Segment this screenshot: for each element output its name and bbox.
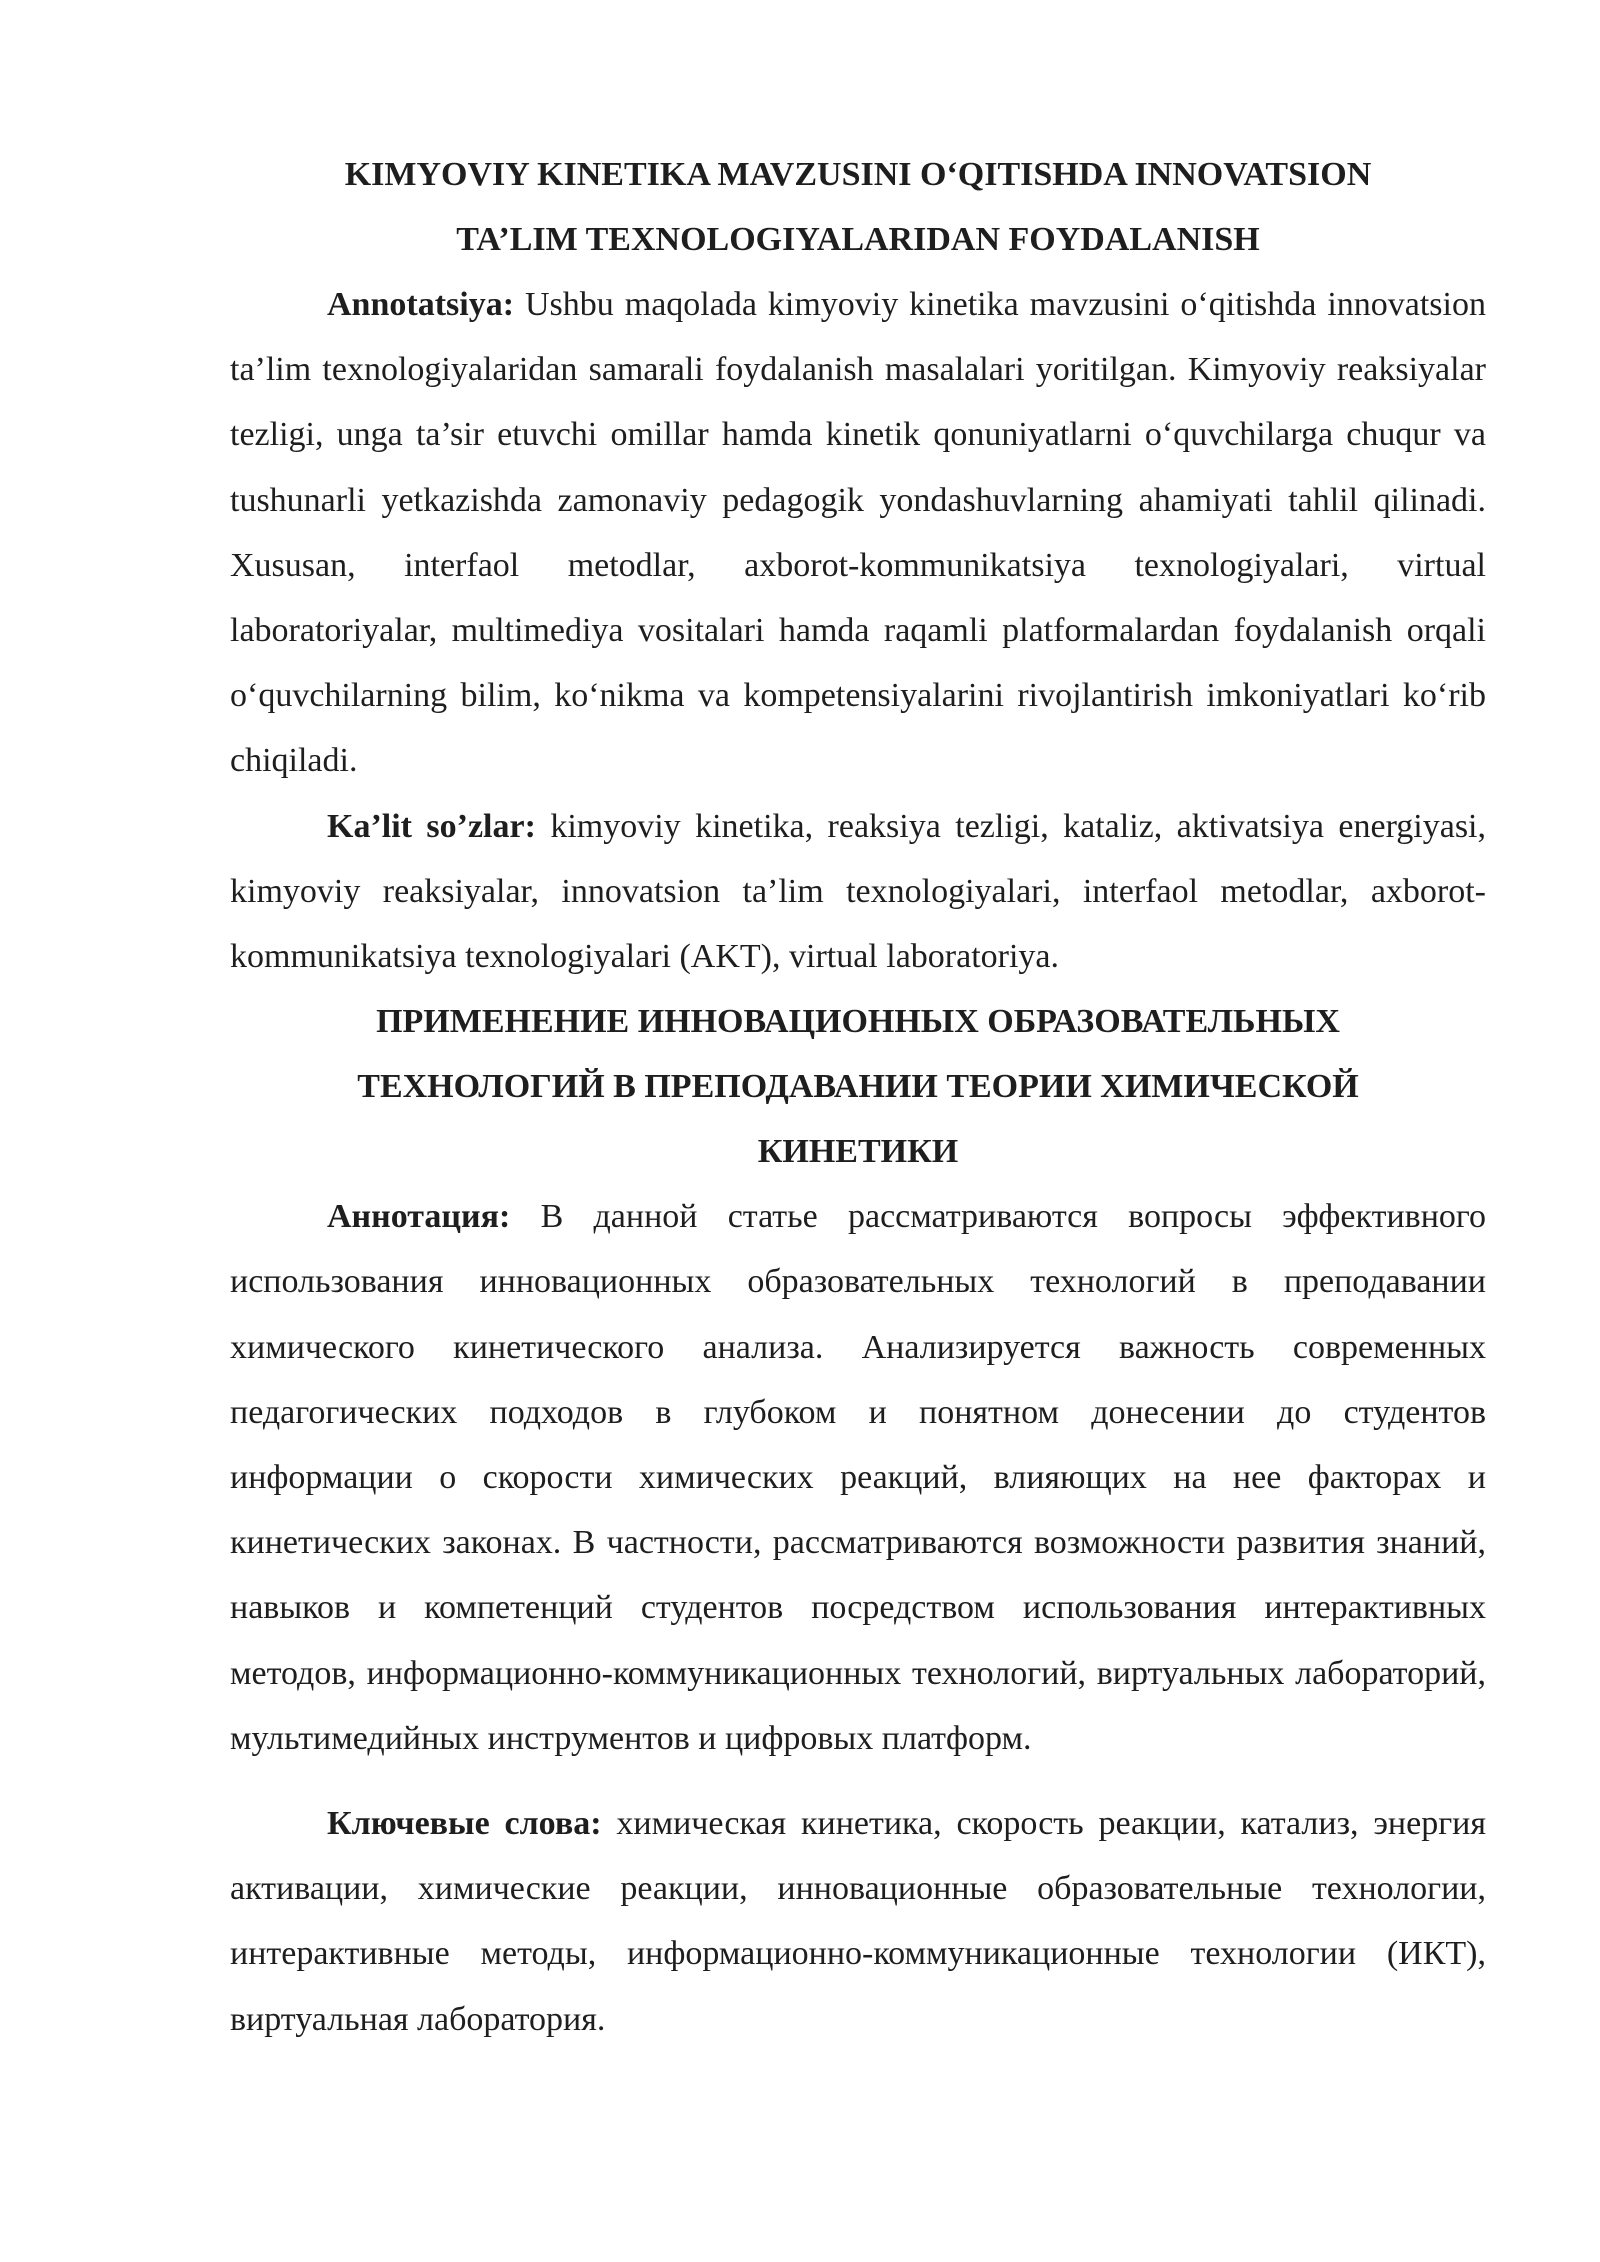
- ru-keywords: [230, 1791, 1486, 2052]
- uz-keywords: [230, 794, 1486, 990]
- uz-abstract-label: Annotatsiya:: [327, 286, 515, 323]
- ru-title-line-1: ПРИМЕНЕНИЕ ИННОВАЦИОННЫХ ОБРАЗОВАТЕЛЬНЫХ: [376, 1003, 1340, 1041]
- uz-title-line-1: KIMYOVIY KINETIKA MAVZUSINI O‘QITISHDA INNOVATSION: [344, 156, 1372, 193]
- ru-title-line-2: ТЕХНОЛОГИЙ В ПРЕПОДАВАНИИ ТЕОРИИ ХИМИЧЕСКОЙ: [357, 1068, 1359, 1106]
- ru-abstract-label: Аннотация:: [327, 1198, 511, 1236]
- uz-keywords-label: Ka’lit so’zlar:: [327, 807, 536, 845]
- ru-title: [230, 989, 1486, 1184]
- uz-abstract: [230, 272, 1486, 794]
- document-page: [230, 142, 1486, 2052]
- ru-abstract: [230, 1184, 1486, 1771]
- uz-title: [230, 142, 1486, 272]
- ru-keywords-text: химическая кинетика, скорость реакции, катализ, энергия активации, химические реакции, инновационные образовательные технологии, интерактивные методы, информационно-коммуникационные технологии (ИКТ), виртуальная лаборатория.: [230, 1805, 1486, 2038]
- ru-abstract-text: В данной статье рассматриваются вопросы эффективного использования инновационных образовательных технологий в преподавании химического кинетического анализа. Анализируется важность современных педагогических подходов в глубоком и понятном донесении до студентов информации о скорости химических реакций, влияющих на нее факторах и кинетических законах. В частности, рассматриваются возможности развития знаний, навыков и компетенций студентов посредством использования интерактивных методов, информационно-коммуникационных технологий, виртуальных лабораторий, мультимедийных инструментов и цифровых платформ.: [230, 1198, 1486, 1757]
- uz-abstract-text: Ushbu maqolada kimyoviy kinetika mavzusini o‘qitishda innovatsion ta’lim texnologiyalaridan samarali foydalanish masalalari yoritilgan. Kimyoviy reaksiyalar tezligi, unga ta’sir etuvchi omillar hamda kinetik qonuniyatlarni o‘quvchilarga chuqur va tushunarli yetkazishda zamonaviy pedagogik yondashuvlarning ahamiyati tahlil qilinadi. Xususan, interfaol metodlar, axborot-kommunikatsiya texnologiyalari, virtual laboratoriyalar, multimediya vositalari hamda raqamli platformalardan foydalanish orqali o‘quvchilarning bilim, ko‘nikma va kompetensiyalarini rivojlantirish imkoniyatlari ko‘rib chiqiladi.: [230, 286, 1486, 780]
- ru-keywords-label: Ключевые слова:: [327, 1805, 602, 1843]
- paragraph-spacer: [230, 1771, 1486, 1791]
- uz-title-line-2: TA’LIM TEXNOLOGIYALARIDAN FOYDALANISH: [456, 221, 1260, 258]
- uz-keywords-text: kimyoviy kinetika, reaksiya tezligi, kataliz, aktivatsiya energiyasi, kimyoviy reaksiyalar, innovatsion ta’lim texnologiyalari, interfaol metodlar, axborot-kommunikatsiya texnologiyalari (AKT), virtual laboratoriya.: [230, 807, 1486, 976]
- ru-title-line-3: КИНЕТИКИ: [757, 1133, 959, 1171]
